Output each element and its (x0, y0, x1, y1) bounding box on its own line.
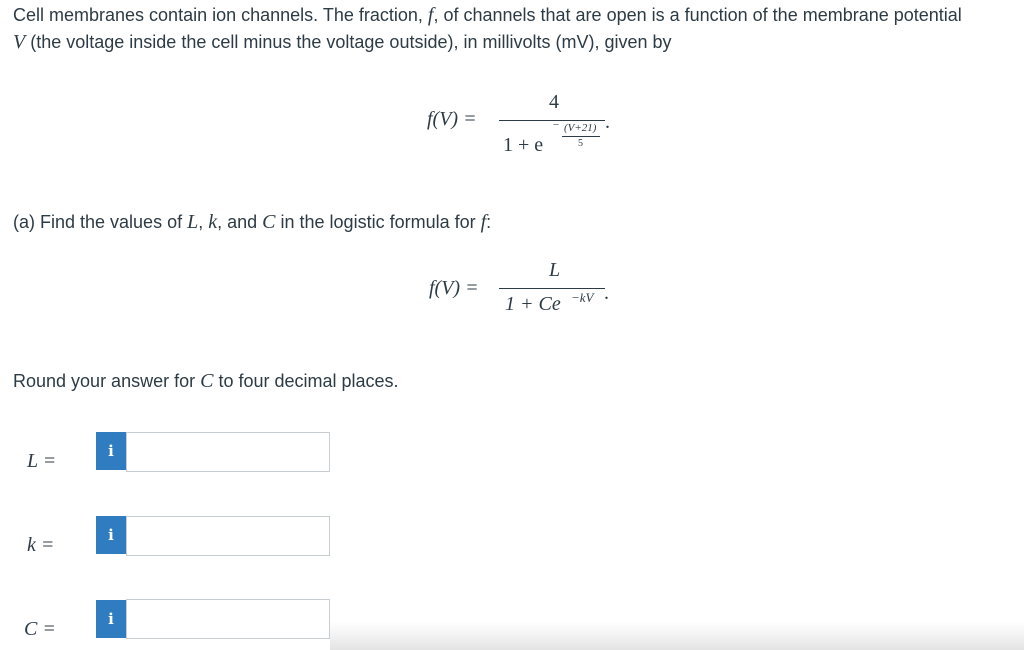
info-icon[interactable]: i (96, 600, 126, 638)
intro-text: Cell membranes contain ion channels. The fraction, (13, 5, 428, 25)
eq1-exp-sign: − (553, 119, 560, 131)
eq2-fraction-bar (499, 288, 605, 289)
part-a-text: Find the values of (35, 212, 188, 232)
eq2-denominator-text: 1 + Ce (505, 293, 561, 315)
part-a-text: in the logistic formula for (275, 212, 481, 232)
eq2-lhs (429, 277, 479, 300)
part-a-label: (a) (13, 212, 35, 232)
answer-input-k[interactable] (126, 516, 330, 556)
eq1-denominator-base: 1 + e (503, 134, 544, 156)
eq1-period: . (605, 111, 610, 133)
eq2-denominator (505, 293, 561, 316)
eq1-fraction-bar (499, 120, 605, 121)
part-a-text: , and (217, 212, 263, 232)
answer-input-c[interactable] (126, 599, 330, 639)
rounding-instruction (13, 368, 399, 394)
rounding-text: to four decimal places. (213, 371, 399, 391)
var-f: f (480, 211, 487, 233)
answer-label-k: k = (27, 534, 55, 556)
intro-text: (the voltage inside the cell minus the voltage outside), in millivolts (mV), given by (25, 32, 672, 52)
part-a-text: : (486, 212, 492, 232)
answer-input-l[interactable] (126, 432, 330, 472)
intro-line-1 (13, 2, 962, 28)
eq2-numerator: L (549, 259, 561, 281)
eq2-period: . (604, 282, 609, 304)
eq1-numerator: 4 (549, 91, 559, 113)
eq2-exponent: −kV (571, 290, 594, 305)
part-a-prompt (13, 209, 491, 235)
eq1-exp-bar (562, 136, 600, 137)
eq1-exp-denominator: 5 (578, 138, 583, 149)
info-icon[interactable]: i (96, 432, 126, 470)
var-k: k (208, 211, 218, 233)
intro-line-2 (13, 29, 672, 55)
var-c: C (200, 370, 214, 392)
answer-label-c: C = (24, 618, 56, 640)
var-l: L (187, 211, 199, 233)
var-c: C (262, 211, 276, 233)
info-icon[interactable]: i (96, 516, 126, 554)
intro-text: , of channels that are open is a function of the membrane potential (433, 5, 962, 25)
eq1-denominator (503, 134, 543, 157)
eq1-lhs-text: f(V) = (427, 108, 477, 130)
answer-label-l: L = (27, 450, 57, 472)
bottom-shadow (330, 622, 1024, 650)
part-a-text: , (198, 212, 209, 232)
eq2-lhs-text: f(V) = (429, 277, 479, 299)
eq1-lhs (427, 108, 477, 131)
eq1-exp-numerator: (V+21) (564, 122, 597, 134)
rounding-text: Round your answer for (13, 371, 201, 391)
var-f: f (427, 4, 434, 26)
var-v: V (13, 31, 26, 53)
